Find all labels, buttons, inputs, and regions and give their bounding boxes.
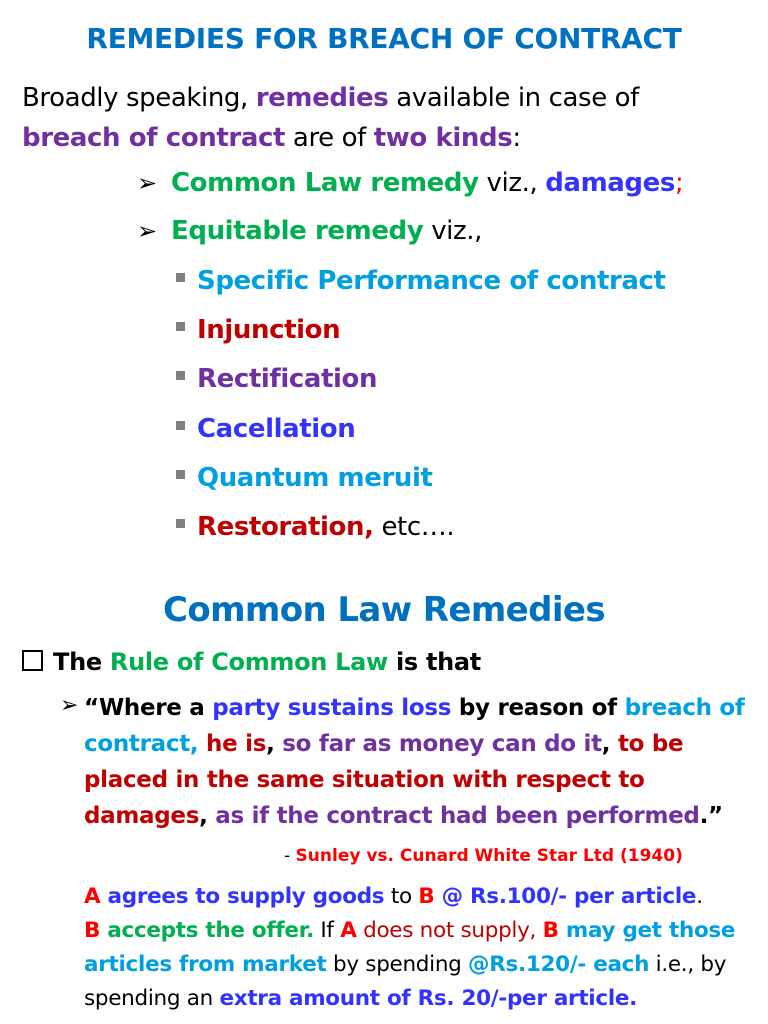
square-bullet-icon (176, 371, 185, 380)
rule-of-common-law: Rule of Common Law (109, 648, 388, 676)
party-a: A (84, 884, 101, 909)
example-text: . (696, 884, 703, 909)
equitable-item-label: Specific Performance of contract (197, 266, 666, 296)
party-b: B (542, 918, 559, 943)
quote-text: by reason of (451, 695, 625, 721)
section-heading: Common Law Remedies (162, 590, 606, 630)
case-citation (284, 846, 683, 866)
quote-party: party sustains loss (212, 695, 452, 721)
quote-placed: to be placed in the same situation with respect to damages (84, 731, 684, 829)
list-item (176, 512, 454, 542)
party-a: A (340, 918, 357, 943)
checkbox-bullet-icon (22, 650, 43, 671)
arrow-bullet-icon: ➢ (137, 217, 157, 245)
page-title: REMEDIES FOR BREACH OF CONTRACT (86, 22, 682, 55)
intro-text: are of (285, 123, 374, 153)
list-item (176, 315, 340, 345)
legal-quote (84, 690, 756, 834)
square-bullet-icon (176, 519, 185, 528)
quote-as-if: as if the contract had been performed (215, 803, 700, 829)
example-text: If (313, 918, 341, 943)
intro-paragraph (22, 78, 752, 158)
list-item (176, 266, 666, 296)
quote-money: so far as money can do it (282, 731, 602, 757)
equitable-item-label: Restoration, (197, 512, 374, 542)
viz-text: viz., (423, 216, 482, 246)
damages-text: damages (545, 168, 675, 198)
citation-case: Sunley vs. Cunard White Star Ltd (1940) (295, 846, 683, 866)
example-text: to (384, 884, 419, 909)
equitable-item-label: Rectification (197, 364, 378, 394)
equitable-remedy-item (137, 216, 482, 246)
example-extra: extra amount of Rs. 20/-per article. (219, 986, 638, 1011)
example-agrees: agrees to supply goods (100, 884, 385, 909)
list-item (176, 414, 355, 444)
intro-remedies: remedies (255, 83, 389, 113)
list-item (176, 364, 377, 394)
rule-is-that: is that (387, 648, 481, 676)
common-law-remedy-item (137, 168, 683, 198)
intro-text: : (512, 123, 521, 153)
square-bullet-icon (176, 273, 185, 282)
arrow-bullet-icon: ➢ (137, 169, 157, 197)
example-may-get: may get those articles from market (84, 918, 736, 977)
list-item (176, 463, 433, 493)
arrow-bullet-icon: ➢ (60, 693, 79, 718)
example-text: by spending (326, 952, 469, 977)
semicolon-text: ; (674, 168, 684, 198)
quote-text: , (266, 731, 283, 757)
equitable-item-label: Cacellation (197, 414, 356, 444)
etc-text: etc…. (373, 512, 455, 542)
example-not-supply: does not supply, (356, 918, 543, 943)
square-bullet-icon (176, 470, 185, 479)
example-text: i.e., by spending an (84, 952, 727, 1011)
intro-text: available in case of (388, 83, 639, 113)
viz-text: viz., (478, 168, 546, 198)
square-bullet-icon (176, 322, 185, 331)
quote-he-is: he is (198, 731, 267, 757)
square-bullet-icon (176, 421, 185, 430)
equitable-remedy-label: Equitable remedy (171, 216, 424, 246)
citation-dash: - (284, 846, 296, 866)
party-b: B (84, 918, 101, 943)
example-accepts: accepts the offer. (100, 918, 314, 943)
rule-the: The (53, 648, 110, 676)
equitable-item-label: Injunction (197, 315, 341, 345)
intro-breach: breach of contract (22, 123, 286, 153)
quote-text: “Where a (84, 695, 213, 721)
example-price: @ Rs.100/- per article (434, 884, 697, 909)
common-law-remedy-label: Common Law remedy (171, 168, 479, 198)
rule-line (22, 648, 481, 676)
party-b: B (418, 884, 435, 909)
intro-two-kinds: two kinds (373, 123, 513, 153)
quote-text: .” (699, 803, 723, 829)
equitable-item-label: Quantum meruit (197, 463, 433, 493)
quote-text: , (601, 731, 618, 757)
quote-breach: breach of contract, (84, 695, 745, 757)
example-each: @Rs.120/- each (468, 952, 650, 977)
example-paragraph (84, 880, 754, 1016)
quote-text: , (199, 803, 216, 829)
intro-text: Broadly speaking, (22, 83, 256, 113)
